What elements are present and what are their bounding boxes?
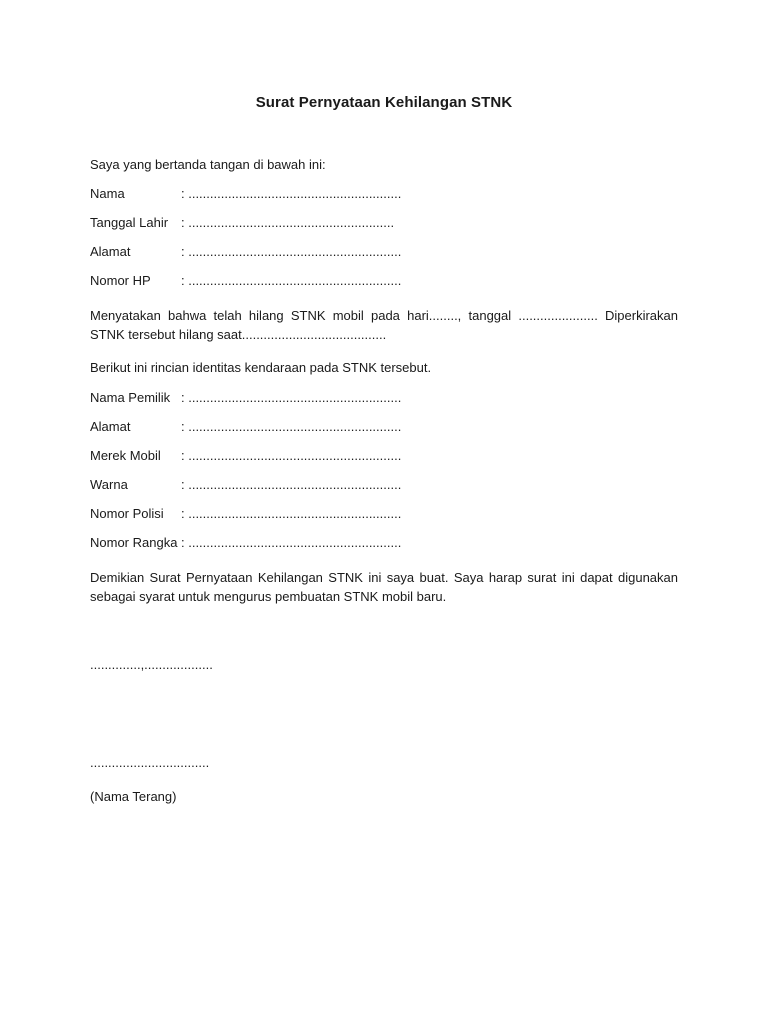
signature-line: ................................. bbox=[90, 755, 210, 770]
field-label: Alamat bbox=[90, 419, 131, 434]
place-date-line: ..............,................... bbox=[90, 657, 213, 672]
field-label: Nomor Polisi bbox=[90, 506, 164, 521]
vehicle-intro-text: Berikut ini rincian identitas kendaraan pada STNK tersebut. bbox=[90, 360, 432, 375]
field-row-nomor-rangka bbox=[90, 534, 401, 552]
field-row-alamat bbox=[90, 243, 401, 261]
field-blank: : ........................................................... bbox=[181, 273, 402, 288]
field-blank: : ........................................................... bbox=[181, 186, 402, 201]
field-blank: : ........................................................... bbox=[181, 419, 402, 434]
field-row-tanggal-lahir bbox=[90, 214, 394, 232]
field-blank: : ........................................................... bbox=[181, 448, 402, 463]
intro-text: Saya yang bertanda tangan di bawah ini: bbox=[90, 157, 326, 172]
field-row-nama bbox=[90, 185, 401, 203]
field-blank: : ........................................................... bbox=[181, 477, 402, 492]
field-blank: : ........................................................... bbox=[181, 390, 402, 405]
document-title: Surat Pernyataan Kehilangan STNK bbox=[255, 94, 513, 111]
closing-paragraph: Demikian Surat Pernyataan Kehilangan STNK ini saya buat. Saya harap surat ini dapat digunakan sebagai syarat untuk mengurus pembuatan STNK mobil baru. bbox=[90, 570, 678, 604]
field-label: Merek Mobil bbox=[90, 448, 161, 463]
field-label: Tanggal Lahir bbox=[90, 215, 169, 230]
field-label: Warna bbox=[90, 477, 128, 492]
field-label: Nama bbox=[90, 186, 125, 201]
field-blank: : ......................................................... bbox=[181, 215, 395, 230]
field-row-nama-pemilik bbox=[90, 389, 401, 407]
signature-name-caption: (Nama Terang) bbox=[90, 789, 177, 804]
statement-paragraph: Menyatakan bahwa telah hilang STNK mobil pada hari........, tanggal ...................... Diperkirakan STNK tersebut hilang saat........................................ bbox=[90, 308, 678, 342]
field-row-nomor-polisi bbox=[90, 505, 401, 523]
field-label: Nomor Rangka bbox=[90, 535, 178, 550]
field-row-nomor-hp bbox=[90, 272, 401, 290]
field-label: Nomor HP bbox=[90, 273, 151, 288]
field-label: Nama Pemilik bbox=[90, 390, 171, 405]
field-row-alamat-kendaraan bbox=[90, 418, 401, 436]
field-row-warna bbox=[90, 476, 401, 494]
field-blank: : ........................................................... bbox=[181, 244, 402, 259]
field-blank: : ........................................................... bbox=[181, 535, 402, 550]
field-label: Alamat bbox=[90, 244, 131, 259]
field-blank: : ........................................................... bbox=[181, 506, 402, 521]
field-row-merek-mobil bbox=[90, 447, 401, 465]
